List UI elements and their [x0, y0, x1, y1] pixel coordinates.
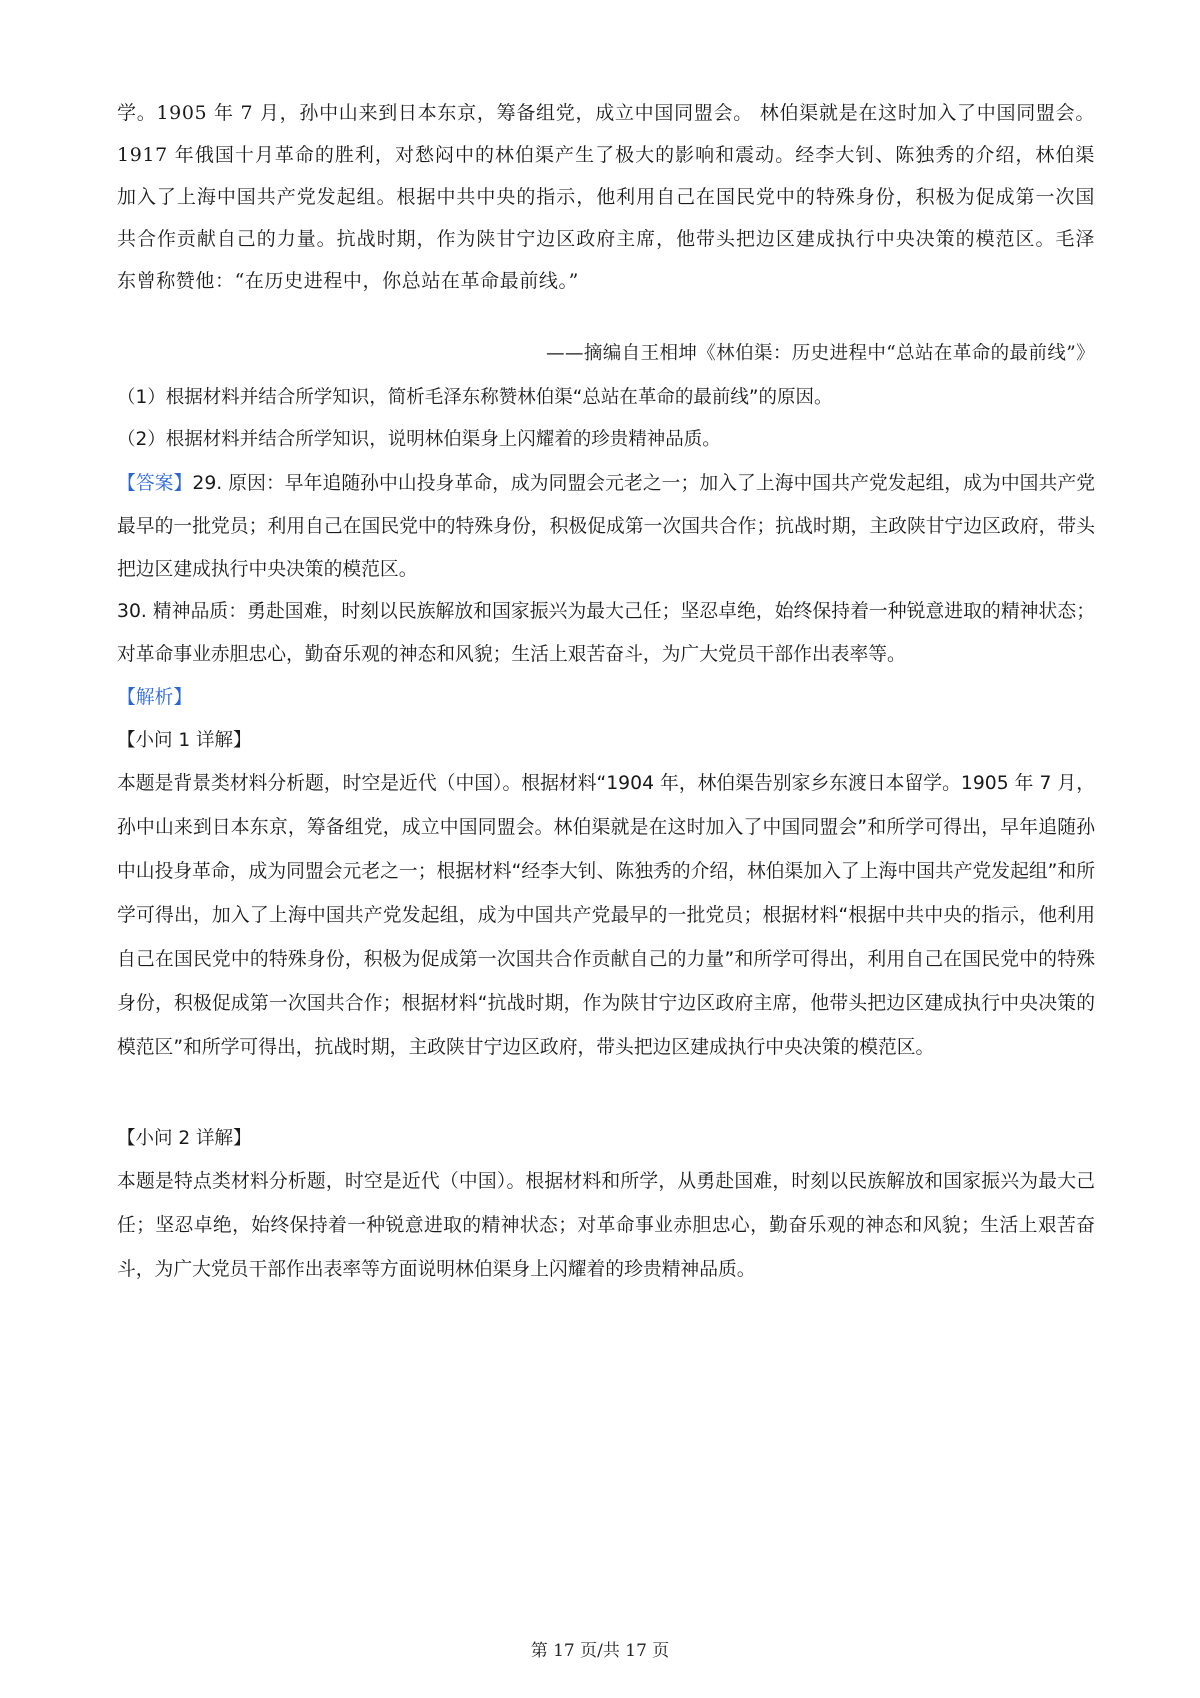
sub-question-1-explanation: 本题是背景类材料分析题，时空是近代（中国）。根据材料“1904 年，林伯渠告别家乡东渡日本留学。1905 年 7 月，孙中山来到日本东京，筹备组党，成立中国同盟会。林伯渠就是在这时加入了中国同盟会”和所学可得出，早年追随孙中山投身革命，成为同盟会元老之一；根据材料“经李大钊、陈独秀的介绍，林伯渠加入了上海中国共产党发起组”和所学可得出，加入了上海中国共产党发起组，成为中国共产党最早的一批党员；根据材料“根据中共中央的指示，他利用自己在国民党中的特殊身份，积极为促成第一次国共合作贡献自己的力量”和所学可得出，利用自己在国民党中的特殊身份，积极促成第一次国共合作；根据材料“抗战时期，作为陕甘宁边区政府主席，他带头把边区建成执行中央决策的模范区”和所学可得出，抗战时期，主政陕甘宁边区政府，带头把边区建成执行中央决策的模范区。 — [117, 773, 1095, 1058]
analysis-tag: 【解析】 — [117, 687, 193, 708]
sub-question-2-explanation: 本题是特点类材料分析题，时空是近代（中国）。根据材料和所学，从勇赴国难，时刻以民族解放和国家振兴为最大己任；坚忍卓绝，始终保持着一种锐意进取的精神状态；对革命事业赤胆忠心，勤奋乐观的神态和风貌；生活上艰苦奋斗，为广大党员干部作出表率等方面说明林伯渠身上闪耀着的珍贵精神品质。 — [117, 1171, 1095, 1280]
sub-question-2-heading: 【小问 2 详解】 — [117, 1128, 252, 1149]
question-2: （2）根据材料并结合所学知识，说明林伯渠身上闪耀着的珍贵精神品质。 — [117, 429, 721, 450]
page-number-footer: 第 17 页/共 17 页 — [530, 1641, 670, 1661]
answer-29-text: 29. 原因：早年追随孙中山投身革命，成为同盟会元老之一；加入了上海中国共产党发起组，成为中国共产党最早的一批党员；利用自己在国民党中的特殊身份，积极促成第一次国共合作；抗战时期，主政陕甘宁边区政府，带头把边区建成执行中央决策的模范区。 — [117, 473, 1095, 580]
answer-30: 30. 精神品质：勇赴国难，时刻以民族解放和国家振兴为最大己任；坚忍卓绝，始终保持着一种锐意进取的精神状态；对革命事业赤胆忠心，勤奋乐观的神态和风貌；生活上艰苦奋斗，为广大党员干部作出表率等。 — [117, 601, 1095, 665]
sub-question-1-heading: 【小问 1 详解】 — [117, 730, 252, 751]
question-1: （1）根据材料并结合所学知识，简析毛泽东称赞林伯渠“总站在革命的最前线”的原因。 — [117, 387, 833, 408]
answer-29 — [117, 462, 1095, 591]
material-paragraph: 学。1905 年 7 月，孙中山来到日本东京，筹备组党，成立中国同盟会。 林伯渠就是在这时加入了中国同盟会。1917 年俄国十月革命的胜利，对愁闷中的林伯渠产生了极大的影响和震动。经李大钊、陈独秀的介绍，林伯渠加入了上海中国共产党发起组。根据中共中央的指示，他利用自己在国民党中的特殊身份，积极为促成第一次国共合作贡献自己的力量。抗战时期，作为陕甘宁边区政府主席，他带头把边区建成执行中央决策的模范区。毛泽东曾称赞他：“在历史进程中，你总站在革命最前线。” — [117, 102, 1095, 292]
answer-tag: 【答案】 — [117, 473, 193, 494]
material-source-citation: ——摘编自王相坤《林伯渠：历史进程中“总站在革命的最前线”》 — [546, 343, 1095, 364]
